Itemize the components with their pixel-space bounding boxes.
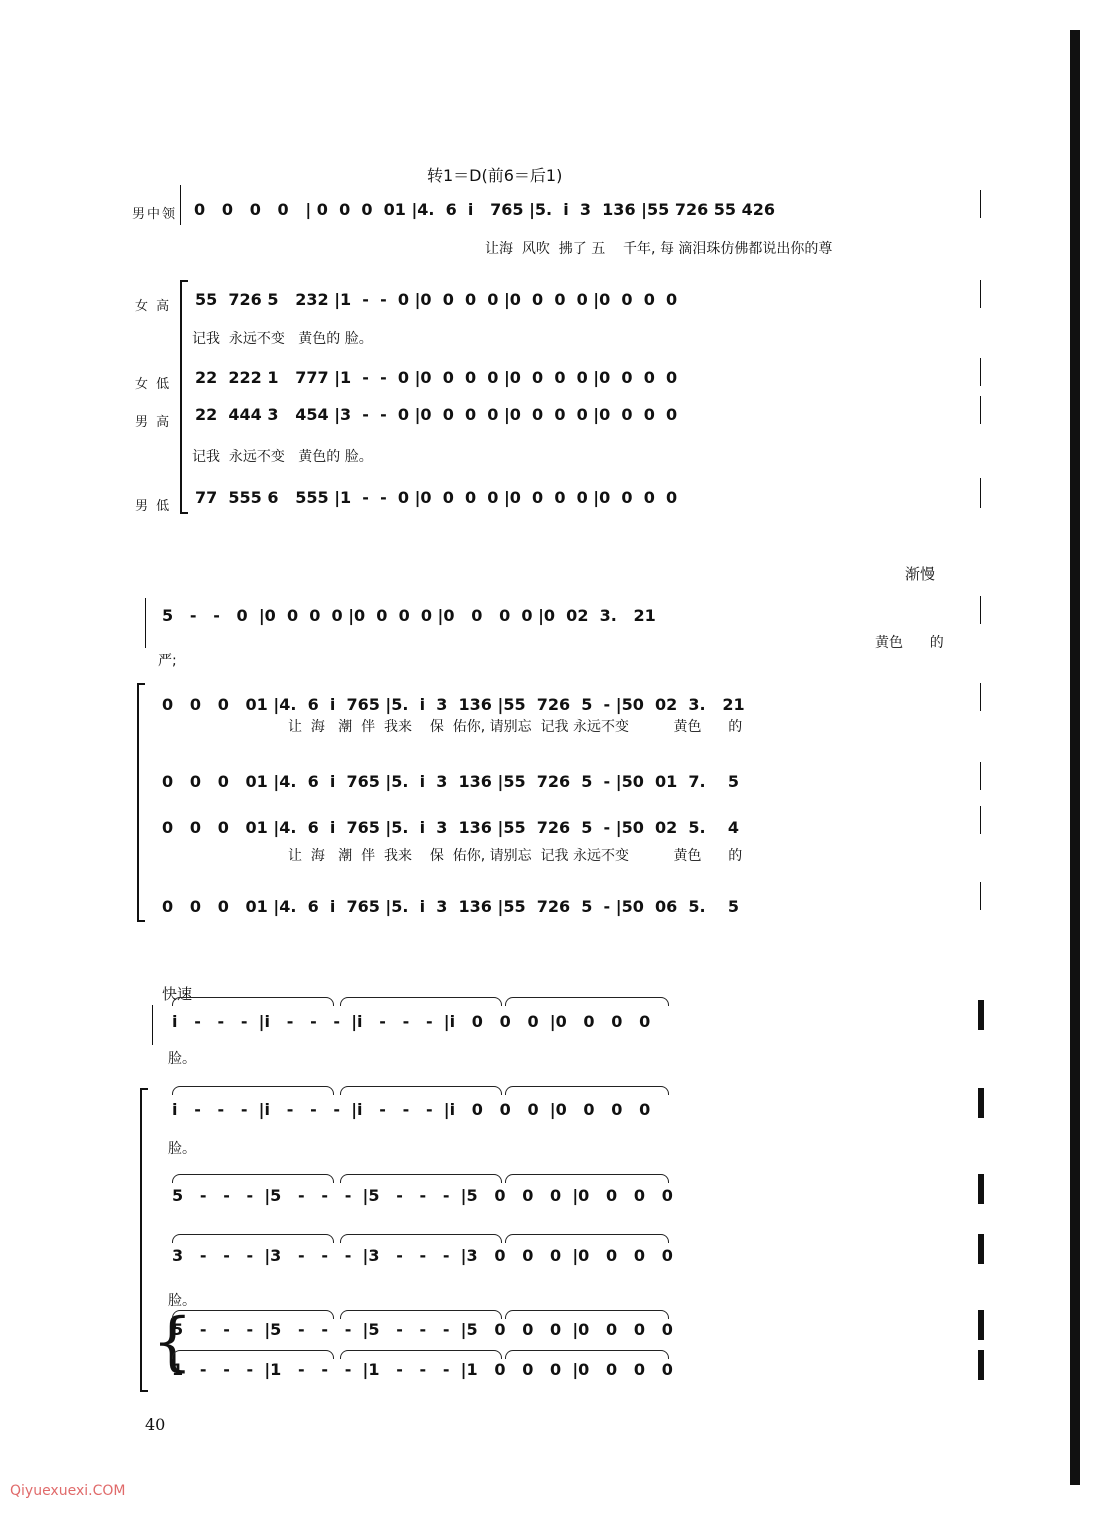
sys3-soprano-notes: i - - - |i - - - |i - - - |i 0 0 0 |0 0 0 0: [172, 1100, 651, 1119]
tie-arc: [172, 997, 334, 1006]
choir-bracket: [140, 1088, 148, 1392]
final-barline: [978, 1174, 984, 1204]
sys3-lead-notes: i - - - |i - - - |i - - - |i 0 0 0 |0 0 0 0: [172, 1012, 651, 1031]
sys2-tenor-lyric: 让 海 潮 伴 我来 保 佑你, 请别忘 记我 永远不变 黄色 的: [288, 848, 743, 864]
barline: [980, 683, 981, 711]
sys1-soprano-lyric: 记我 永远不变 黄色的 脸。: [192, 331, 373, 347]
tie-arc: [505, 1310, 669, 1319]
choir-bracket: [137, 683, 145, 922]
sys2-alto-notes: 0 0 0 01 |4. 6 i 765 |5. i 3 136 |55 726 5 - |50 01 7. 5: [162, 772, 740, 791]
sys2-lead-lyric-end: 严;: [158, 653, 177, 669]
barline: [980, 762, 981, 790]
final-barline: [978, 1088, 984, 1118]
sys3-tenor-notes: 3 - - - |3 - - - |3 - - - |3 0 0 0 |0 0 0 0: [172, 1246, 673, 1265]
bass-divisi-brace: {: [152, 1305, 193, 1379]
tie-arc: [340, 1310, 502, 1319]
sys3-alto-notes: 5 - - - |5 - - - |5 - - - |5 0 0 0 |0 0 0 0: [172, 1186, 673, 1205]
barline: [980, 396, 981, 424]
sys1-soprano-notes: 55 726 5 232 |1 - - 0 |0 0 0 0 |0 0 0 0 |0 0 0 0: [195, 290, 678, 309]
page-edge-shadow: [1070, 30, 1080, 1485]
sys1-bass-notes: 77 555 6 555 |1 - - 0 |0 0 0 0 |0 0 0 0 |0 0 0 0: [195, 488, 678, 507]
barline: [980, 358, 981, 386]
sys1-lead-notes: 0 0 0 0 | 0 0 0 01 |4. 6 i 765 |5. i 3 136 |55 726 55 426: [194, 200, 776, 219]
tie-arc: [505, 997, 669, 1006]
barline: [980, 596, 981, 624]
tie-arc: [505, 1350, 669, 1359]
final-barline: [978, 1350, 984, 1380]
tie-arc: [172, 1174, 334, 1183]
lead-staff-start: [180, 185, 181, 225]
tie-arc: [340, 1086, 502, 1095]
tie-arc: [505, 1234, 669, 1243]
sys1-tenor-notes: 22 444 3 454 |3 - - 0 |0 0 0 0 |0 0 0 0 |0 0 0 0: [195, 405, 678, 424]
tie-arc: [172, 1310, 334, 1319]
sys3-bass2-notes: 1 - - - |1 - - - |1 - - - |1 0 0 0 |0 0 0 0: [172, 1360, 673, 1379]
final-barline: [978, 1310, 984, 1340]
sys1-lead-lyric: 让海 风吹 拂了 五 千年, 每 滴泪珠仿佛都说出你的尊: [485, 241, 833, 257]
part-label-tenor: 男 高: [135, 415, 172, 430]
choir-bracket: [180, 280, 188, 514]
sys2-lead-notes: 5 - - 0 |0 0 0 0 |0 0 0 0 |0 0 0 0 |0 02 3. 21: [162, 606, 656, 625]
tie-arc: [340, 1174, 502, 1183]
sys2-soprano-lyric: 让 海 潮 伴 我来 保 佑你, 请别忘 记我 永远不变 黄色 的: [288, 719, 743, 735]
sys3-lead-lyric: 脸。: [168, 1051, 196, 1067]
part-label-alto: 女 低: [135, 377, 172, 392]
sys3-bass1-notes: 5 - - - |5 - - - |5 - - - |5 0 0 0 |0 0 0 0: [172, 1320, 673, 1339]
final-barline: [978, 1234, 984, 1264]
site-watermark: Qiyuexuexi.COM: [10, 1483, 126, 1499]
tempo-marking-slow: 渐慢: [905, 565, 936, 583]
barline: [980, 478, 981, 508]
tie-arc: [340, 1350, 502, 1359]
barline: [980, 806, 981, 834]
lead-staff-start: [152, 1005, 153, 1045]
tie-arc: [172, 1234, 334, 1243]
part-label-soprano: 女 高: [135, 299, 172, 314]
tie-arc: [340, 997, 502, 1006]
sys3-soprano-lyric: 脸。: [168, 1141, 196, 1157]
tie-arc: [340, 1234, 502, 1243]
lead-staff-start: [145, 598, 146, 648]
key-change-marking: 转1＝D(前6＝后1): [427, 166, 563, 185]
tie-arc: [505, 1174, 669, 1183]
sys2-lead-lyric: 黄色 的: [875, 635, 944, 651]
tie-arc: [172, 1350, 334, 1359]
sys1-tenor-lyric: 记我 永远不变 黄色的 脸。: [192, 449, 373, 465]
tie-arc: [505, 1086, 669, 1095]
sys1-alto-notes: 22 222 1 777 |1 - - 0 |0 0 0 0 |0 0 0 0 |0 0 0 0: [195, 368, 678, 387]
final-barline: [978, 1000, 984, 1030]
tie-arc: [172, 1086, 334, 1095]
sys2-soprano-notes: 0 0 0 01 |4. 6 i 765 |5. i 3 136 |55 726 5 - |50 02 3. 21: [162, 695, 745, 714]
sys2-bass-notes: 0 0 0 01 |4. 6 i 765 |5. i 3 136 |55 726 5 - |50 06 5. 5: [162, 897, 740, 916]
sys2-tenor-notes: 0 0 0 01 |4. 6 i 765 |5. i 3 136 |55 726 5 - |50 02 5. 4: [162, 818, 740, 837]
barline: [980, 280, 981, 308]
barline: [980, 190, 981, 218]
sys3-tenor-lyric: 脸。: [168, 1293, 196, 1309]
part-label-lead: 男中领: [132, 207, 178, 222]
page-number: 40: [145, 1415, 166, 1434]
part-label-bass: 男 低: [135, 499, 172, 514]
tempo-marking-fast: 快速: [162, 985, 193, 1003]
barline: [980, 882, 981, 910]
